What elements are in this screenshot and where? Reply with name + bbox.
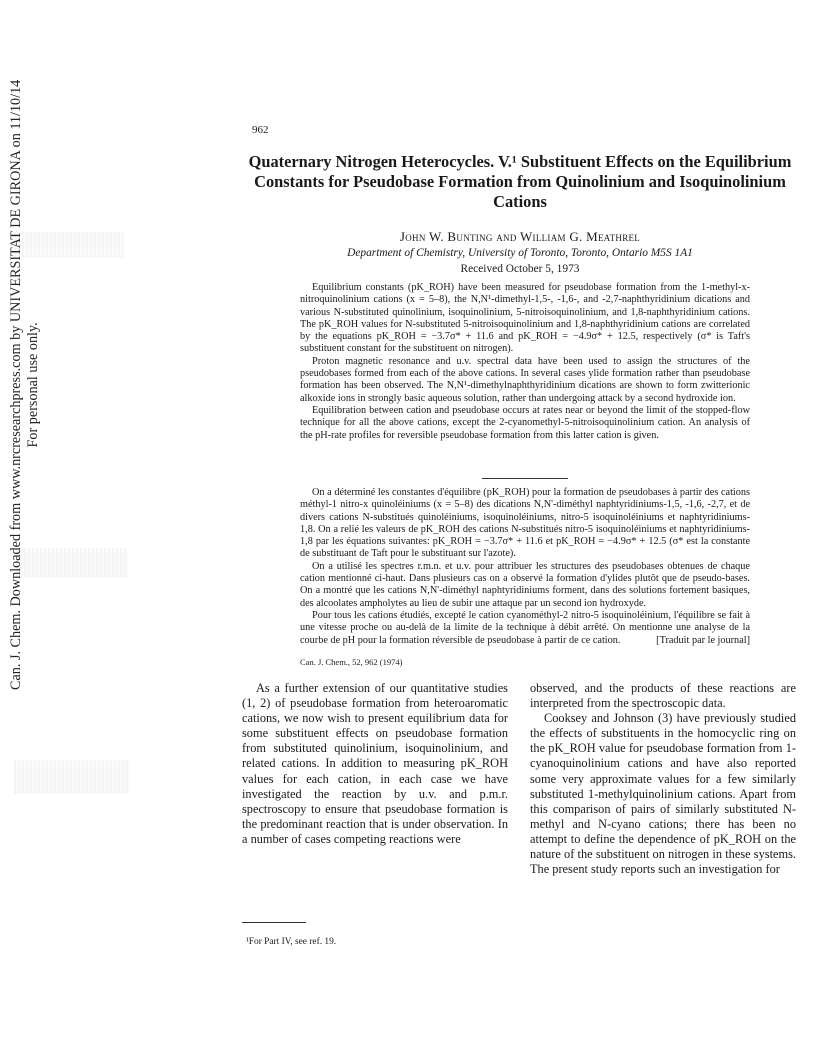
watermark-line-1: Can. J. Chem. Downloaded from www.nrcresearchpress.com by UNIVERSITAT DE GIRONA on 11/10/14 xyxy=(8,79,24,690)
footnote: ¹For Part IV, see ref. 19. xyxy=(246,937,337,947)
abstract-divider xyxy=(482,478,568,479)
body-paragraph: observed, and the products of these reactions are interpreted from the spectroscopic data. xyxy=(530,681,796,711)
abstract-fr-paragraph: Pour tous les cations étudiés, excepté le cation cyanométhyl-2 nitro-5 isoquinoléinium, l'équilibre se fait à une vitesse proche ou au-delà de la limite de la technique à débit arrêté. On mentionne une analyse de la courbe de pH pour la formation réversible de pseudobase à partir de ce cation. xyxy=(300,609,750,646)
abstract-french xyxy=(300,487,750,647)
page-number: 962 xyxy=(252,124,269,136)
body-paragraph: As a further extension of our quantitative studies (1, 2) of pseudobase formation from heteroaromatic cations, we now wish to present equilibrium data for some substituent effects on pseudobase formation from substituted quinolinium, isoquinolinium, and related cations. In addition to measuring pK_ROH values for each cation, in each case we have investigated the reaction by u.v. and p.m.r. spectroscopy to ensure that pseudobase formation is the predominant reaction that is under observation. In a number of cases competing reactions were xyxy=(242,681,508,846)
abstract-en-paragraph: Proton magnetic resonance and u.v. spectral data have been used to assign the structures of the pseudobases formed from each of the above cations. In several cases ylide formation rather than pseudobase formation has been observed. The N,N¹-dimethylnaphthyridinium dications are shown to form zwitterionic alkoxide ions in strongly basic aqueous solution, rather than undergoing attack by a second hydroxide ion. xyxy=(300,355,750,404)
abstract-en-paragraph: Equilibration between cation and pseudobase occurs at rates near or beyond the limit of the stopped-flow technique for all the above cations, except the 2-cyanomethyl-5-nitroisoquinolinium cation. An analysis of the pH-rate profiles for reversible pseudobase formation from this latter cation is given. xyxy=(300,404,750,441)
body-column-right xyxy=(530,681,796,877)
body-column-left xyxy=(242,681,508,847)
abstract-fr-paragraph: On a déterminé les constantes d'équilibre (pK_ROH) pour la formation de pseudobases à partir des cations méthyl-1 nitro-x quinoléiniums (x = 5–8) des dications N,N'-diméthyl naphtyridiniums-1,5, -1,6, -2,7, et de divers cations N-substitués quinoléiniums, isoquinoléiniums, nitro-5 isoquinoléiniums et naphtyridiniums-1,8. On a relié les valeurs de pK_ROH des cations N-substitués nitro-5 isoquinoléiniums et naphtyridiniums-1,8 par les équations suivantes: pK_ROH = −3.7σ* + 11.6 et pK_ROH = −4.9σ* + 12.5 (σ* est la constante de substituant de Taft pour le substituant sur l'azote). xyxy=(300,487,750,560)
translator-note: [Traduit par le journal] xyxy=(656,634,750,646)
download-watermark xyxy=(8,80,42,690)
abstract-english xyxy=(300,282,750,442)
received-date: Received October 5, 1973 xyxy=(460,263,580,275)
abstract-en-paragraph: Equilibrium constants (pK_ROH) have been measured for pseudobase formation from the 1-methyl-x-nitroquinolinium cations (x = 5–8), the N,N¹-dimethyl-1,5-, -1,6-, and -2,7-naphthyridinium dications and various N-substituted quinolinium, isoquinolinium, 5-nitroisoquinolinium, and 1,8-naphthyridinium cations. The pK_ROH values for N-substituted 5-nitroisoquinolinium and 1,8-naphthyridinium cations are correlated by the equations pK_ROH = −3.7σ* + 11.6 and pK_ROH = −4.9σ* + 12.5, respectively (σ* is Taft's substituent constant for the substituent on nitrogen). xyxy=(300,282,750,355)
abstract-fr-paragraph: On a utilisé les spectres r.m.n. et u.v. pour attribuer les structures des pseudobases obtenues de chaque cation mentionné ci-haut. Dans plusieurs cas on a observé la formation d'ylides plutôt que de pseudo-bases. On a montré que les cations N,N'-diméthyl naphtyridiniums forment, dans des solutions fortement basiques, des alcoolates ampholytes au lieu de subir une attaque par un second ion hydroxyde. xyxy=(300,560,750,609)
watermark-line-2: For personal use only. xyxy=(25,322,41,448)
citation: Can. J. Chem., 52, 962 (1974) xyxy=(300,657,403,667)
paper-title: Quaternary Nitrogen Heterocycles. V.¹ Substituent Effects on the Equilibrium Constants for Pseudobase Formation from Quinolinium and Isoquinolinium Cations xyxy=(248,152,792,211)
footnote-rule xyxy=(242,922,306,923)
authors: John W. Bunting and William G. Meathrel xyxy=(399,229,641,244)
affiliation: Department of Chemistry, University of Toronto, Toronto, Ontario M5S 1A1 xyxy=(347,247,693,259)
scan-noise xyxy=(14,760,130,794)
body-paragraph: Cooksey and Johnson (3) have previously studied the effects of substituents in the homocyclic ring on the pK_ROH value for pseudobase formation from 1-cyanoquinolinium cations and have also reported some very approximate values for a few similarly substituted 1-methylquinolinium cations. Apart from this comparison of pairs of similarly substituted N-methyl and N-cyano cations; there has been no attempt to define the dependence of pK_ROH on the nature of the substituent on nitrogen in these systems. The present study reports such an investigation for xyxy=(530,711,796,877)
